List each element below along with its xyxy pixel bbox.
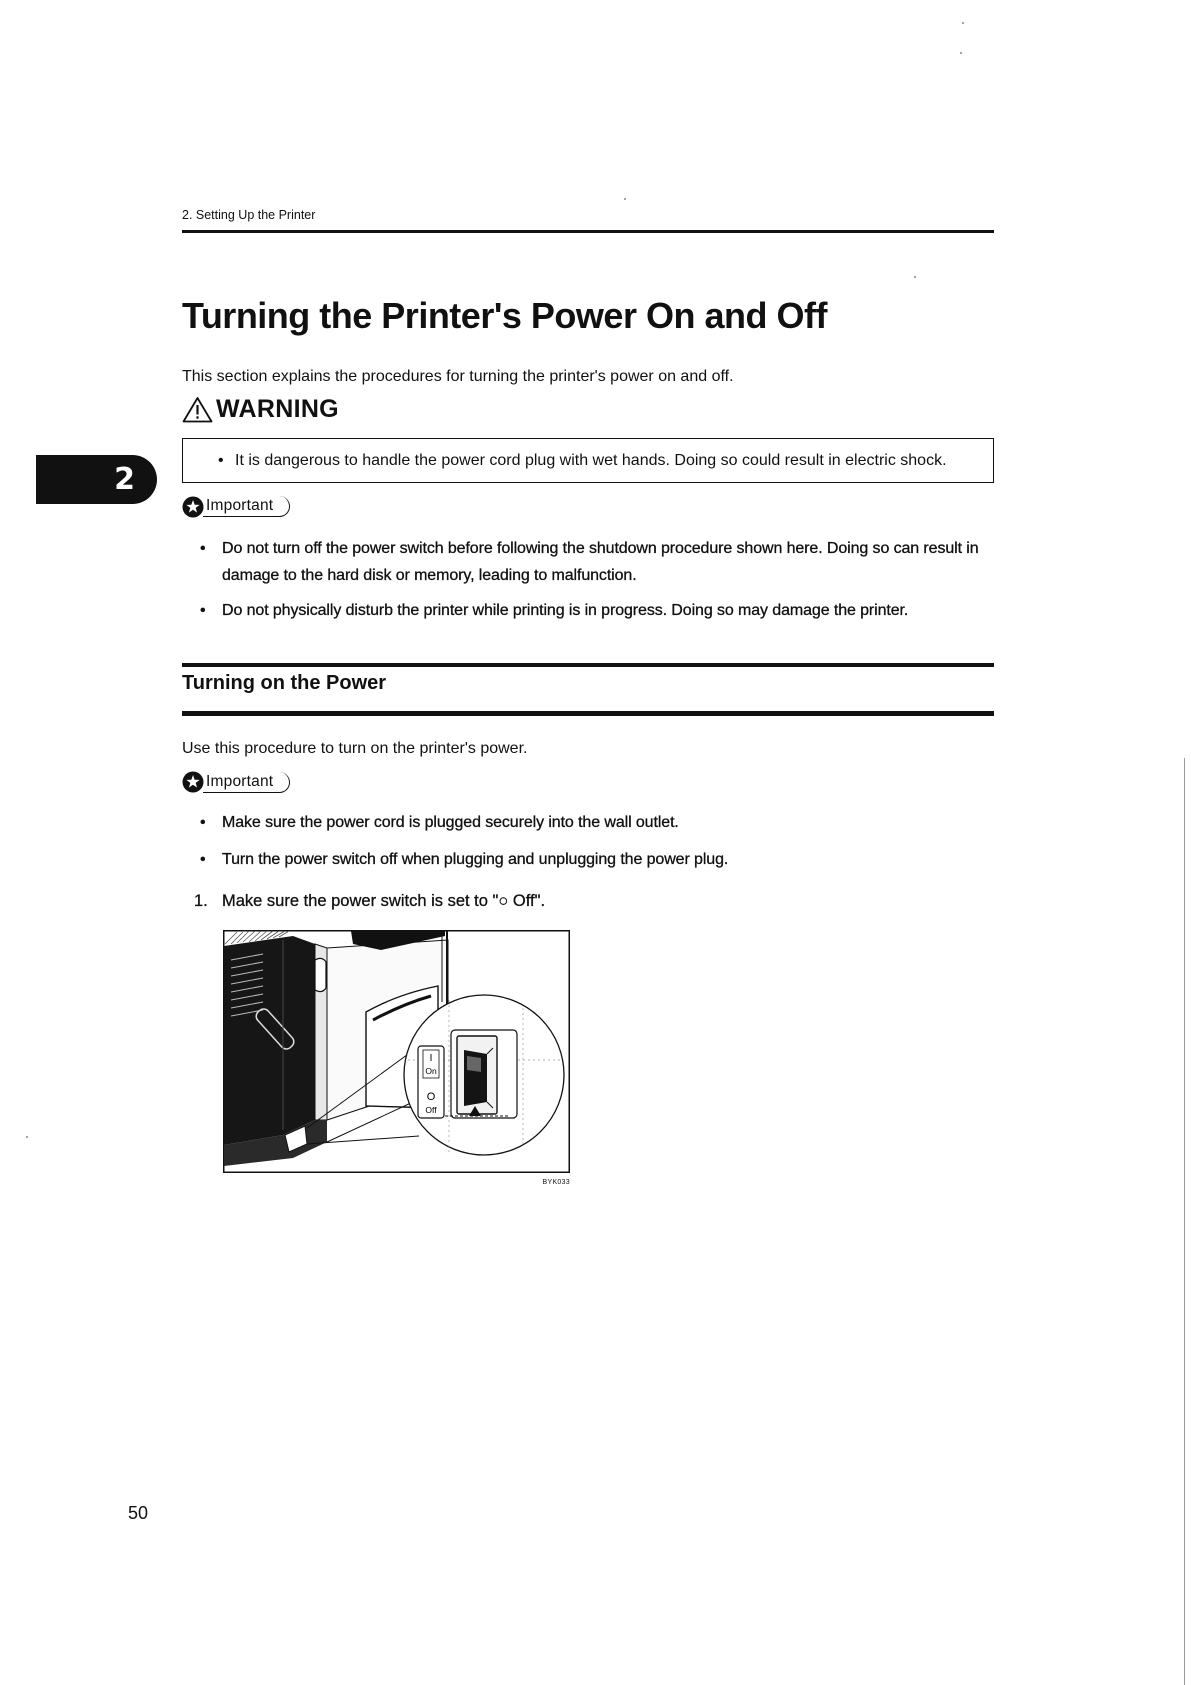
header-rule <box>182 230 994 233</box>
section-rule-top <box>182 663 994 667</box>
page-number: 50 <box>128 1503 149 1523</box>
figure <box>223 930 570 1187</box>
important-label-text: Important <box>203 772 290 793</box>
step-number: 1. <box>194 892 208 911</box>
on-label: On <box>425 1066 437 1077</box>
intro-text: This section explains the procedures for turning the printer's power on and off. <box>182 367 734 385</box>
warning-list <box>183 448 975 474</box>
chapter-tab <box>36 455 157 504</box>
scan-edge-line <box>1184 758 1185 1685</box>
list-item: • Do not turn off the power switch before following the shutdown procedure shown here. Doing so can result in damage to the hard disk or memory, leading to malfunction. <box>182 535 994 589</box>
printer-front-panel <box>224 936 315 1145</box>
page-content <box>182 207 994 1187</box>
chapter-tab-number: 2 <box>114 462 135 497</box>
important-star-icon <box>182 496 204 518</box>
off-label: Off <box>425 1105 437 1116</box>
list-item: • Make sure the power cord is plugged securely into the wall outlet. <box>182 809 994 836</box>
on-symbol-label: I <box>429 1053 433 1065</box>
important-list <box>182 535 994 624</box>
scan-speck <box>960 52 962 54</box>
scan-speck <box>962 22 964 24</box>
page-title: Turning the Printer's Power On and Off <box>182 294 827 336</box>
warning-triangle-icon <box>182 396 213 423</box>
important-star-icon <box>182 771 204 793</box>
scan-speck <box>914 276 916 278</box>
scan-speck <box>26 1136 28 1138</box>
printer-side-slot <box>315 958 326 991</box>
warning-heading <box>182 396 994 424</box>
scan-speck <box>624 198 626 200</box>
warning-item: • It is dangerous to handle the power cord plug with wet hands. Doing so could result in electric shock. <box>183 448 975 474</box>
important-list <box>182 809 994 873</box>
section-rule-bottom <box>182 711 994 716</box>
step-text: Make sure the power switch is set to "○ Off". <box>222 892 546 911</box>
running-head: 2. Setting Up the Printer <box>182 208 316 222</box>
list-item: • Do not physically disturb the printer while printing is in progress. Doing so may damage the printer. <box>182 597 994 624</box>
important-label <box>182 770 994 794</box>
important-label-text: Important <box>203 496 290 517</box>
warning-heading-text: WARNING <box>216 395 339 423</box>
power-switch-illustration <box>223 930 570 1173</box>
procedure-step <box>182 888 994 915</box>
section-intro-text: Use this procedure to turn on the printer's power. <box>182 740 528 758</box>
section-heading: Turning on the Power <box>182 671 387 694</box>
important-label <box>182 495 994 519</box>
warning-box <box>182 438 994 483</box>
list-item: • Turn the power switch off when plugging and unplugging the power plug. <box>182 846 994 873</box>
figure-caption: BYK033 <box>542 1179 570 1187</box>
off-symbol-label: O <box>426 1091 436 1104</box>
